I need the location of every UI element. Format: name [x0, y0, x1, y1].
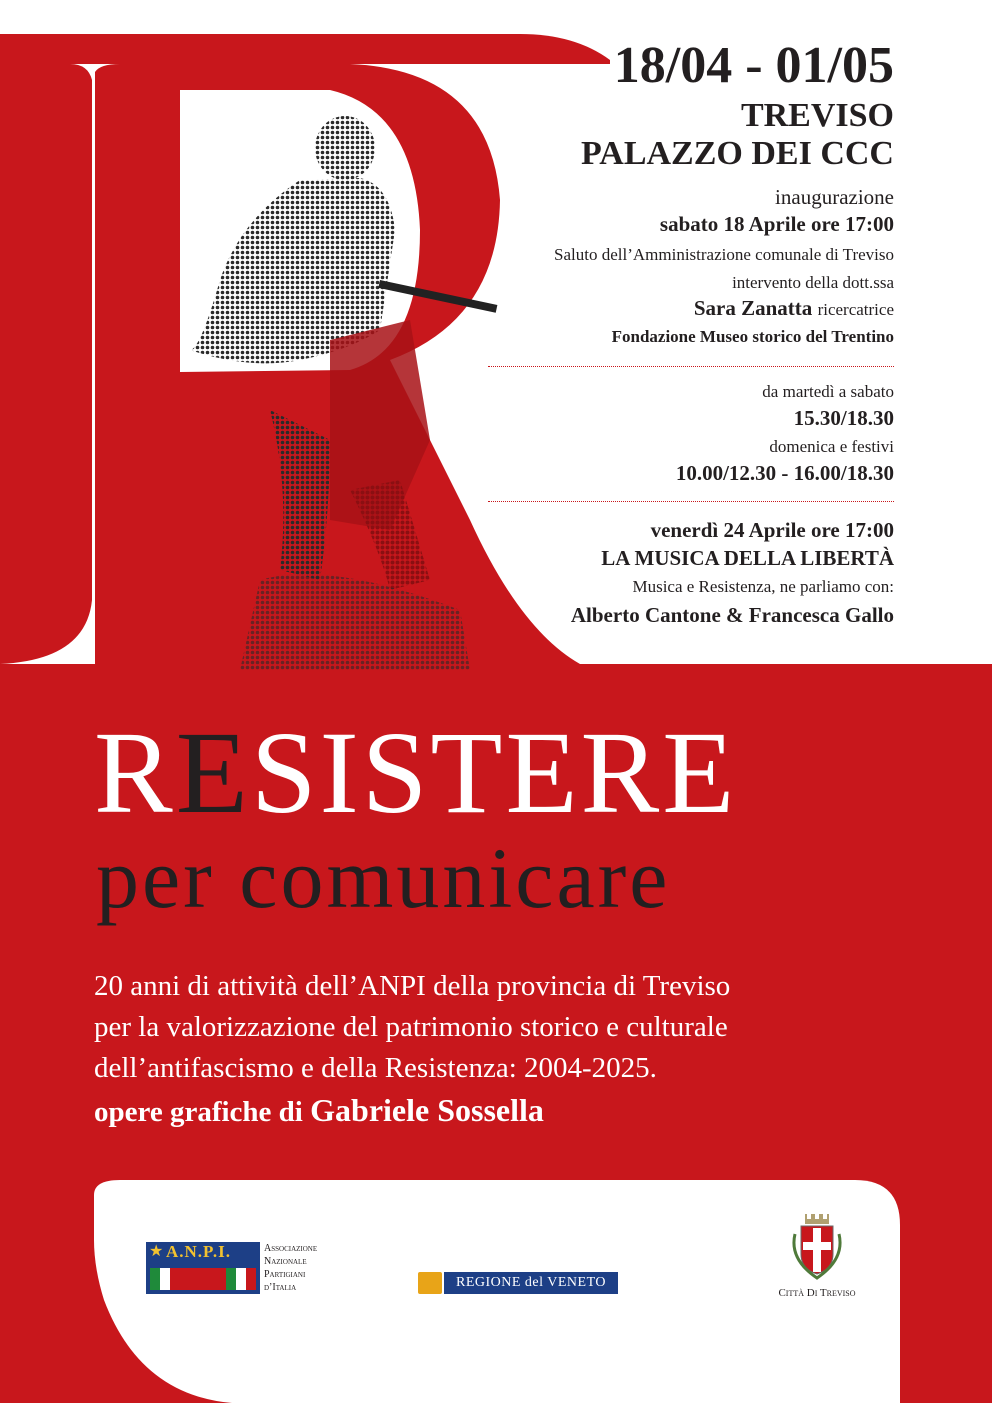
anpi-full-name: [264, 1242, 317, 1294]
event-dates: 18/04 - 01/05: [613, 37, 894, 94]
partisan-statue-illustration: [180, 110, 510, 670]
anpi-name-line-3: Partigiani: [264, 1269, 306, 1280]
divider-2: [488, 501, 894, 502]
inauguration-date: sabato 18 Aprile ore 17:00: [659, 212, 894, 236]
music-event-title: LA MUSICA DELLA LIBERTÀ: [601, 546, 894, 570]
title-letter-r: R: [94, 707, 176, 838]
speaker-line: [694, 294, 894, 324]
anpi-name-line-4: d’Italia: [264, 1282, 297, 1293]
subtitle: per comunicare: [96, 830, 671, 926]
holiday-label: domenica e festivi: [769, 437, 894, 456]
title-letter-e: E: [175, 707, 251, 838]
divider-1: [488, 366, 894, 367]
music-event-description: Musica e Resistenza, ne parliamo con:: [632, 577, 894, 596]
speaker-role: ricercatrice: [817, 300, 894, 319]
title-rest: SISTERE: [250, 707, 738, 838]
institution-name: Fondazione Museo storico del Trentino: [611, 327, 894, 346]
speaker-name: Sara Zanatta: [693, 296, 813, 320]
credit-name: Gabriele Sossella: [310, 1092, 544, 1128]
star-icon: ★: [149, 1243, 164, 1260]
anpi-name-line-1: Associazione: [264, 1243, 318, 1254]
event-city: TREVISO: [740, 97, 894, 134]
greeting-text: Saluto dell’Amministrazione comunale di Treviso: [554, 245, 894, 264]
music-event-date: venerdì 24 Aprile ore 17:00: [650, 518, 894, 542]
city-name: Città Di Treviso: [778, 1287, 856, 1299]
anpi-logo: [146, 1242, 346, 1302]
flag-stripes: [150, 1268, 256, 1290]
treviso-crest: [772, 1214, 862, 1304]
weekday-label: da martedì a sabato: [762, 382, 894, 401]
description-line-3: dell’antifascismo e della Resistenza: 2004-2025.: [94, 1052, 657, 1084]
anpi-emblem: [146, 1242, 260, 1294]
regione-name: REGIONE del VENETO: [444, 1272, 618, 1294]
regione-veneto-logo: [418, 1272, 618, 1296]
weekday-hours: 15.30/18.30: [793, 406, 894, 430]
crest-icon: [787, 1214, 847, 1280]
inauguration-label: inaugurazione: [775, 185, 894, 209]
holiday-hours: 10.00/12.30 - 16.00/18.30: [675, 461, 894, 485]
speech-intro: intervento della dott.ssa: [732, 273, 894, 292]
credit-prefix: opere grafiche di: [94, 1096, 303, 1128]
description-line-2: per la valorizzazione del patrimonio storico e culturale: [94, 1011, 728, 1043]
description-line-1: 20 anni di attività dell’ANPI della provincia di Treviso: [94, 970, 731, 1002]
anpi-acronym: A.N.P.I.: [166, 1242, 231, 1261]
main-title: [94, 707, 914, 838]
credit-line: [94, 1090, 904, 1133]
lion-emblem-icon: [418, 1272, 442, 1294]
music-event-guests: Alberto Cantone & Francesca Gallo: [570, 603, 894, 627]
anpi-name-line-2: Nazionale: [264, 1256, 307, 1267]
event-venue: PALAZZO DEI CCC: [581, 135, 894, 172]
